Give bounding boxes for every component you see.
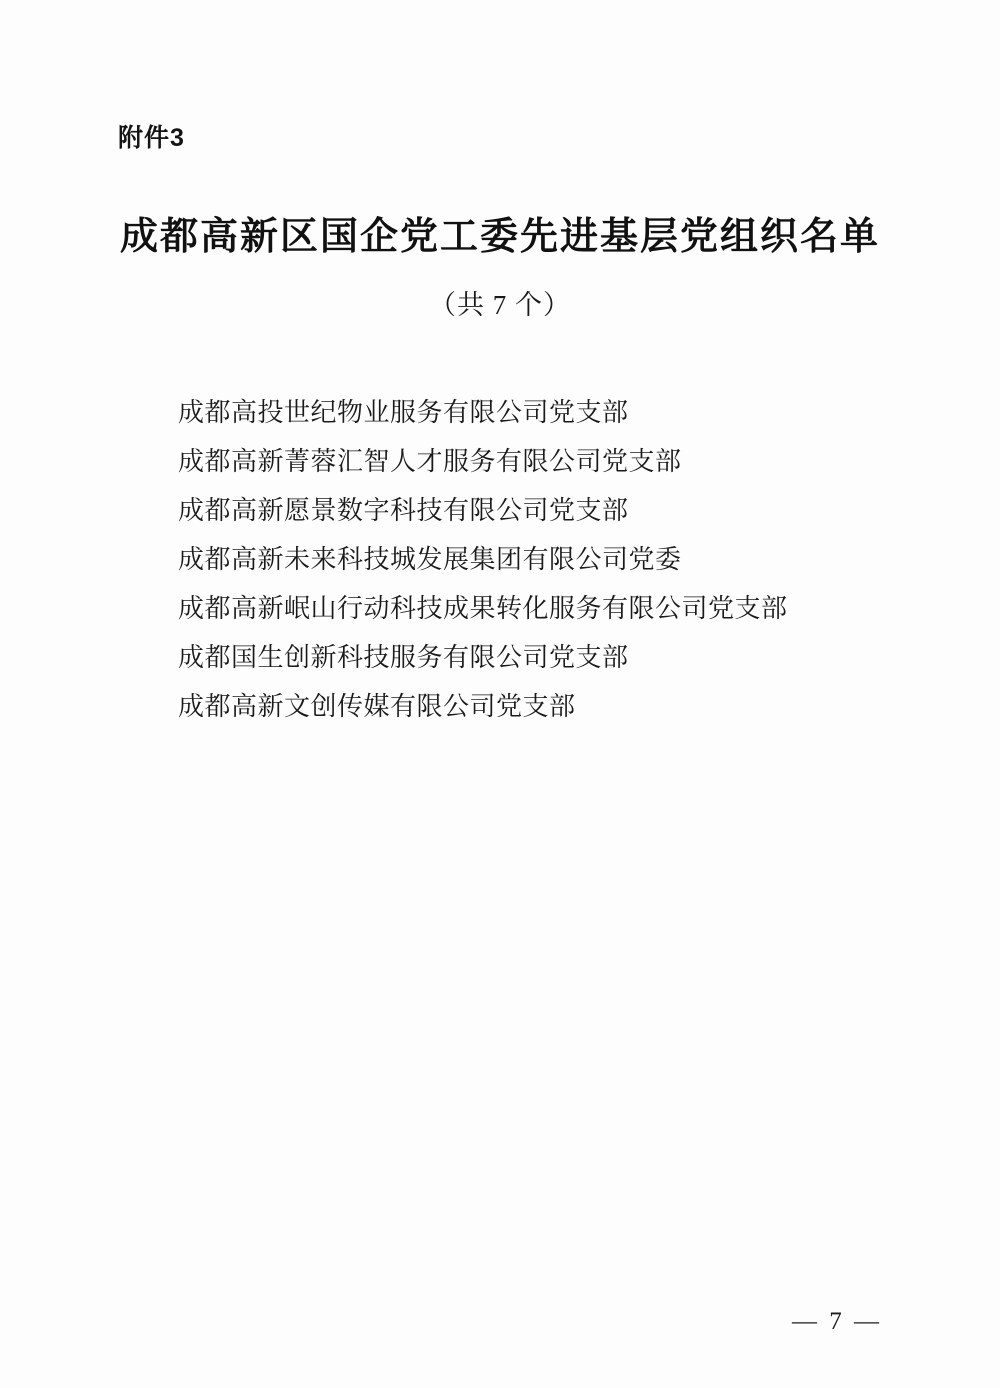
page-number: — 7 — [792, 1308, 882, 1335]
list-item: 成都高新文创传媒有限公司党支部 [178, 692, 576, 721]
list-item: 成都国生创新科技服务有限公司党支部 [178, 643, 629, 672]
list-item: 成都高新菁蓉汇智人才服务有限公司党支部 [178, 447, 682, 476]
list-item: 成都高新愿景数字科技有限公司党支部 [178, 496, 629, 525]
page-subtitle-count: （共 7 个） [429, 290, 571, 320]
organization-list [178, 388, 880, 731]
attachment-label: 附件3 [118, 124, 185, 152]
list-item: 成都高新岷山行动科技成果转化服务有限公司党支部 [178, 594, 788, 623]
page-title: 成都高新区国企党工委先进基层党组织名单 [119, 216, 880, 258]
list-item: 成都高投世纪物业服务有限公司党支部 [178, 398, 629, 427]
list-item: 成都高新未来科技城发展集团有限公司党委 [178, 545, 682, 574]
